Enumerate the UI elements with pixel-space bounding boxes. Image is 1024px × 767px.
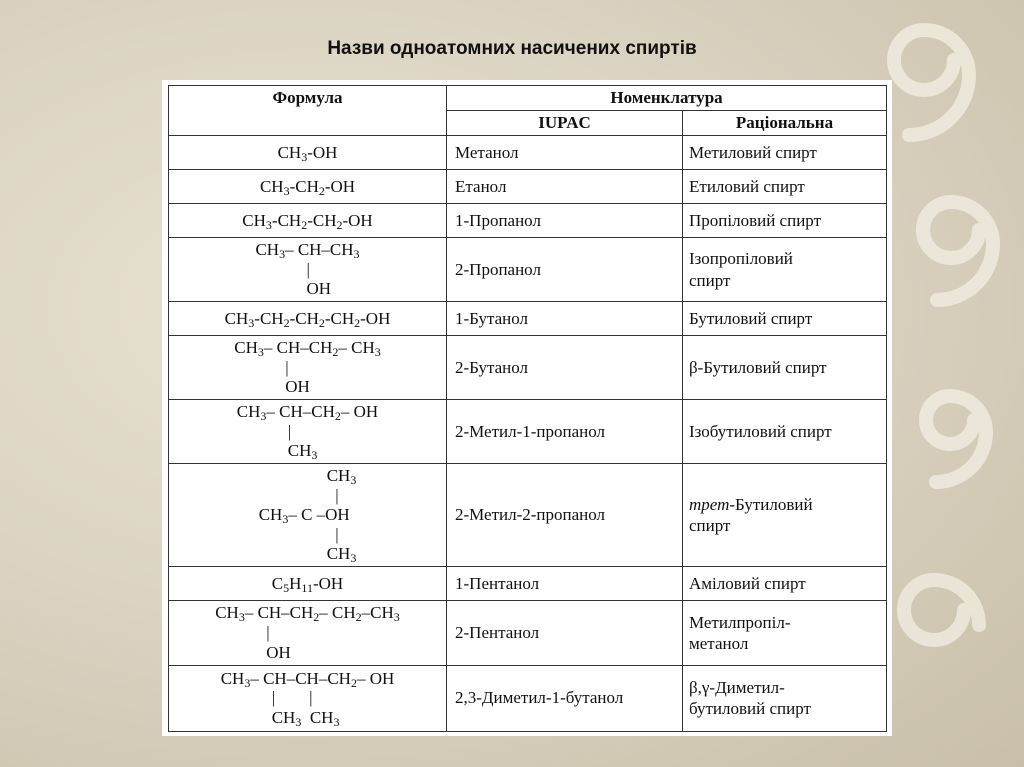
- rational-prefix: трет: [689, 495, 730, 515]
- structural-formula: $CH_3-$ $CH-CH_2-$ OH | $CH_3$: [236, 402, 379, 463]
- rational-cell: [683, 665, 887, 731]
- header-rational: Раціональна: [683, 111, 887, 136]
- rational-cell: [683, 464, 887, 567]
- iupac-cell: 2,3-Диметил-1-бутанол: [447, 665, 683, 731]
- table-row: [169, 464, 887, 567]
- rational-cell: Пропіловий спирт: [683, 204, 887, 238]
- rational-cell: Бутиловий спирт: [683, 302, 887, 336]
- rational-line: спирт: [689, 516, 731, 536]
- rational-rest: -Бутиловий: [729, 495, 813, 515]
- iupac-cell: 2-Пропанол: [447, 238, 683, 302]
- formula-cell: $CH_3-CH_2-OH$: [169, 170, 447, 204]
- iupac-cell: 1-Пропанол: [447, 204, 683, 238]
- rational-cell: [683, 238, 887, 302]
- rational-line: бутиловий спирт: [689, 699, 811, 719]
- iupac-cell: 2-Метил-2-пропанол: [447, 464, 683, 567]
- formula-cell: $C_5H_{11}-OH$: [169, 567, 447, 601]
- formula-cell: [169, 400, 447, 464]
- structural-formula: $CH_3-$ $CH-CH_2-$ $CH_2-CH_3$ | OH: [215, 603, 400, 662]
- table-row: [169, 204, 887, 238]
- table-row: [169, 136, 887, 170]
- rational-line: спирт: [689, 270, 731, 290]
- header-row-1: [169, 86, 887, 111]
- table-row: [169, 336, 887, 400]
- table-row: [169, 601, 887, 665]
- table-row: [169, 567, 887, 601]
- structural-formula: $CH_3-$ $CH-CH_2-$ $CH_3$ | OH: [234, 338, 381, 397]
- iupac-cell: 2-Метил-1-пропанол: [447, 400, 683, 464]
- rational-cell: Аміловий спирт: [683, 567, 887, 601]
- header-formula: Формула: [169, 86, 447, 136]
- iupac-cell: Етанол: [447, 170, 683, 204]
- rational-cell: Етиловий спирт: [683, 170, 887, 204]
- structural-formula: $CH_3$ | $CH_3-$ C –OH | $CH_3$: [258, 466, 357, 566]
- iupac-cell: Метанол: [447, 136, 683, 170]
- formula-cell: [169, 238, 447, 302]
- rational-line: метанол: [689, 634, 749, 654]
- rational-line: Ізопропіловий: [689, 249, 793, 269]
- formula-cell: [169, 336, 447, 400]
- formula-cell: [169, 601, 447, 665]
- rational-cell: [683, 601, 887, 665]
- structural-formula: $CH_3-$ $CH-CH-CH_2-$ OH | | $CH_3$ $CH_3$: [220, 668, 395, 729]
- iupac-cell: 1-Пентанол: [447, 567, 683, 601]
- formula-cell: [169, 464, 447, 567]
- rational-line: β,γ-Диметил-: [689, 677, 785, 697]
- rational-cell: Метиловий спирт: [683, 136, 887, 170]
- table-row: [169, 302, 887, 336]
- alcohols-table-container: [162, 80, 892, 736]
- iupac-cell: 1-Бутанол: [447, 302, 683, 336]
- header-nomenclature: Номенклатура: [447, 86, 887, 111]
- formula-cell: $CH_3-OH$: [169, 136, 447, 170]
- rational-cell: β-Бутиловий спирт: [683, 336, 887, 400]
- table-row: [169, 170, 887, 204]
- alcohols-table: [168, 85, 887, 732]
- formula-cell: [169, 665, 447, 731]
- formula-cell: $CH_3-CH_2-CH_2-OH$: [169, 204, 447, 238]
- table-row: [169, 400, 887, 464]
- table-row: [169, 665, 887, 731]
- iupac-cell: 2-Бутанол: [447, 336, 683, 400]
- iupac-cell: 2-Пентанол: [447, 601, 683, 665]
- formula-cell: $CH_3-CH_2-CH_2-CH_2-OH$: [169, 302, 447, 336]
- rational-cell: Ізобутиловий спирт: [683, 400, 887, 464]
- slide-title: Назви одноатомних насичених спиртів: [327, 38, 697, 59]
- table-row: [169, 238, 887, 302]
- rational-line: Метилпропіл-: [689, 612, 791, 632]
- structural-formula: $CH_3-$ $CH-CH_3$ | OH: [255, 240, 360, 299]
- header-iupac: IUPAC: [447, 111, 683, 136]
